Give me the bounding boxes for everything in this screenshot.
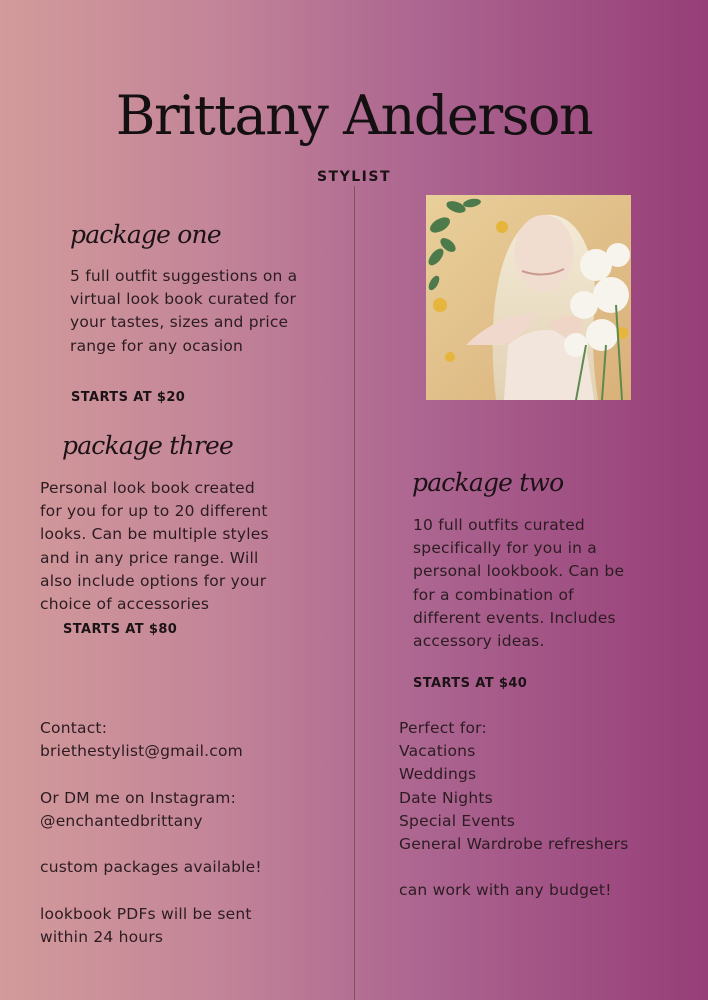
package-one-line: your tastes, sizes and price	[70, 313, 289, 332]
package-three-line: for you for up to 20 different	[40, 502, 268, 521]
package-one-price: STARTS AT $20	[71, 390, 186, 405]
occasion-item: Weddings	[399, 765, 477, 784]
package-two-price: STARTS AT $40	[413, 676, 528, 691]
stylist-role: STYLIST	[316, 169, 392, 185]
contact-email: briethestylist@gmail.com	[40, 742, 243, 761]
occasion-item: Date Nights	[399, 788, 493, 807]
occasion-item: General Wardrobe refreshers	[399, 835, 629, 854]
package-two-line: personal lookbook. Can be	[413, 562, 625, 581]
package-two-line: specifically for you in a	[413, 539, 597, 558]
package-three-line: also include options for your	[40, 571, 267, 590]
package-two-title: package two	[412, 468, 564, 497]
package-three-line: and in any price range. Will	[40, 548, 259, 567]
package-one-line: virtual look book curated for	[70, 290, 297, 309]
instagram-handle: @enchantedbrittany	[40, 811, 203, 830]
package-two-line: 10 full outfits curated	[413, 516, 585, 534]
budget-note: can work with any budget!	[399, 881, 612, 900]
package-two-line: for a combination of	[413, 585, 574, 604]
package-three-title: package three	[62, 431, 233, 460]
package-two-line: different events. Includes	[413, 608, 616, 627]
package-two-description	[413, 514, 624, 653]
lookbook-delivery-note: within 24 hours	[40, 927, 164, 946]
package-three-line: looks. Can be multiple styles	[40, 525, 269, 544]
lookbook-delivery-note: lookbook PDFs will be sent	[40, 904, 252, 923]
contact-label: Contact:	[40, 719, 108, 737]
package-one-line: 5 full outfit suggestions on a	[70, 267, 298, 285]
perfect-for-section	[399, 717, 628, 903]
instagram-label: Or DM me on Instagram:	[40, 788, 237, 807]
contact-section	[40, 717, 262, 949]
column-divider	[354, 186, 355, 1000]
custom-packages-note: custom packages available!	[40, 858, 262, 877]
perfect-for-label: Perfect for:	[399, 719, 487, 737]
package-two-line: accessory ideas.	[413, 632, 545, 651]
package-three-description	[40, 477, 269, 616]
occasion-item: Vacations	[399, 742, 476, 761]
portrait-illustration	[426, 195, 631, 400]
package-one-description	[70, 265, 297, 358]
stylist-photo	[426, 195, 631, 400]
package-one-title: package one	[70, 220, 221, 249]
stylist-name: Brittany Anderson	[115, 84, 593, 147]
package-three-price: STARTS AT $80	[63, 622, 178, 637]
package-one-line: range for any ocasion	[70, 336, 244, 355]
package-three-line: Personal look book created	[40, 479, 255, 497]
package-three-line: choice of accessories	[40, 595, 210, 614]
occasion-item: Special Events	[399, 811, 516, 830]
